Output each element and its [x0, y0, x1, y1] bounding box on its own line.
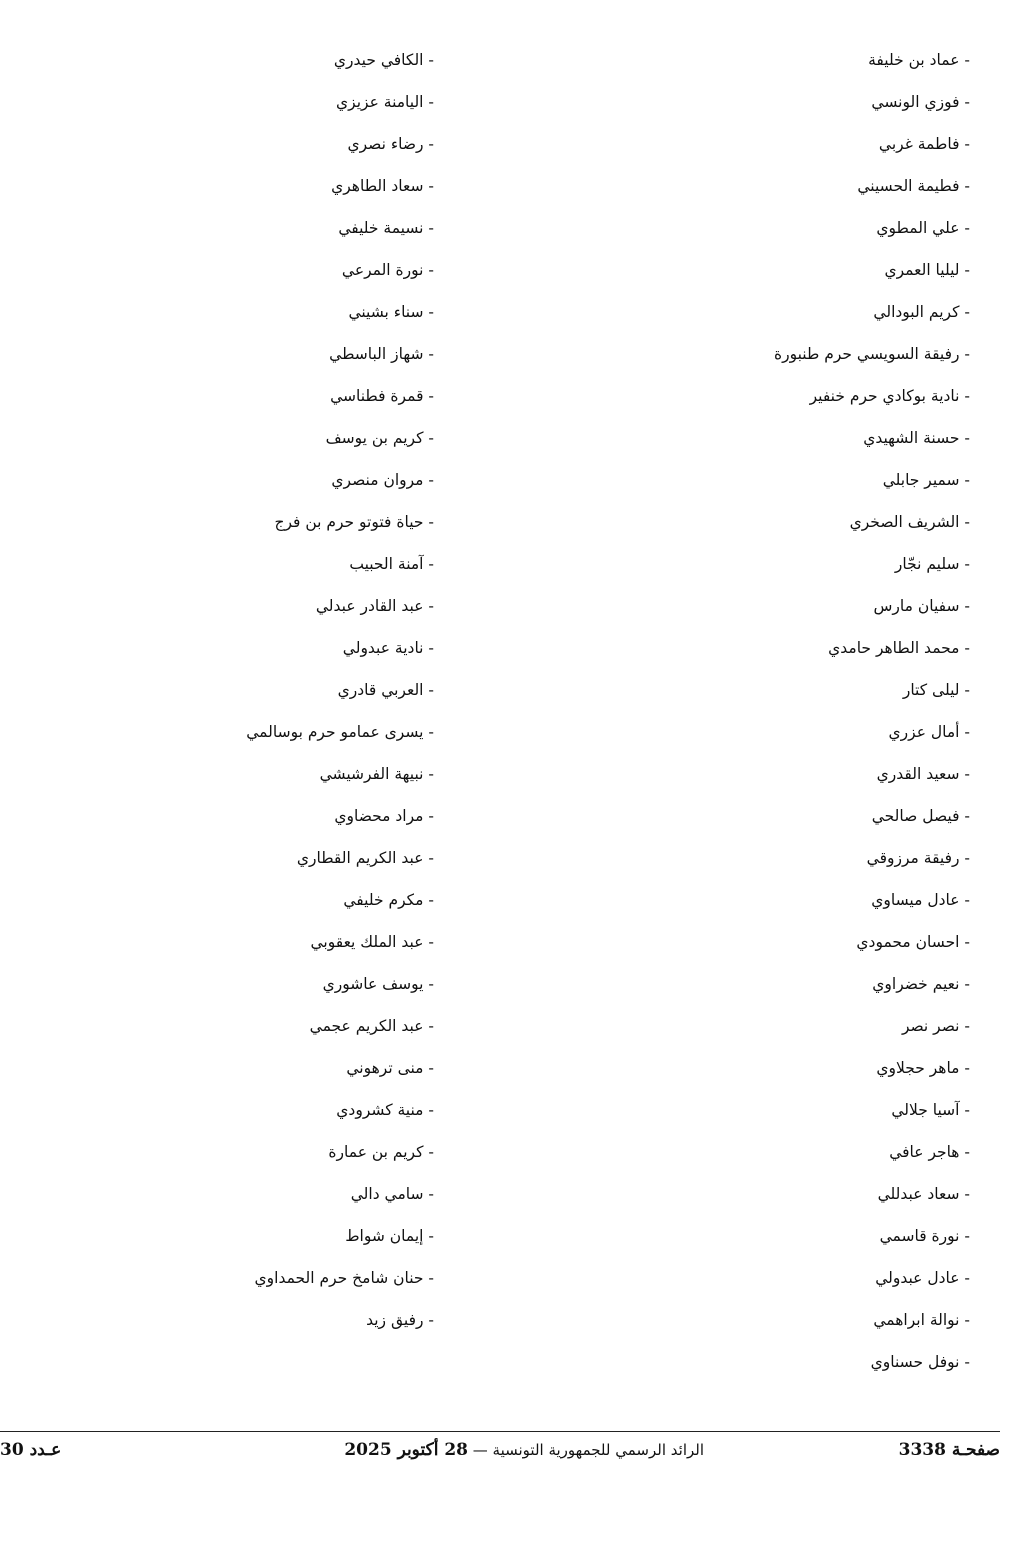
- name-list-item: - سامي دالي: [350, 1185, 434, 1203]
- name-list-item: - عادل عبدولي: [875, 1269, 970, 1287]
- name-list-item: - احسان محمودي: [856, 933, 970, 951]
- name-list-item: - حياة فتوتو حرم بن فرج: [274, 513, 434, 531]
- name-list-item: - كريم بن عمارة: [328, 1143, 434, 1161]
- name-list-item: - آسيا جلالي: [891, 1101, 970, 1119]
- name-list-item: - كريم بن يوسف: [325, 429, 434, 447]
- names-column-left: [34, 44, 434, 1346]
- name-list-item: - فاطمة غربي: [878, 135, 970, 153]
- name-list-item: - عبد الكريم عجمي: [309, 1017, 434, 1035]
- name-list-item: - سناء بشيني: [348, 303, 434, 321]
- name-list-item: - سليم نجّار: [894, 555, 970, 573]
- name-list-item: - عماد بن خليفة: [868, 51, 970, 69]
- name-list-item: - عادل ميساوي: [871, 891, 970, 909]
- name-list-item: - عبد الملك يعقوبي: [310, 933, 434, 951]
- name-list-item: - عبد القادر عبدلي: [315, 597, 434, 615]
- name-list-item: - حنان شامخ حرم الحمداوي: [254, 1269, 434, 1287]
- footer-publication-name: الرائد الرسمي للجمهورية التونسية —: [468, 1441, 704, 1459]
- name-list-item: - نوفل حسناوي: [870, 1353, 970, 1371]
- name-list-item: - مراد محضاوي: [334, 807, 434, 825]
- name-list-item: - قمرة فطناسي: [330, 387, 434, 405]
- name-list-item: - عبد الكريم القطاري: [296, 849, 434, 867]
- name-list-item: - نصر نصر: [901, 1017, 970, 1035]
- name-list-item: - سمير جابلي: [882, 471, 970, 489]
- name-list-item: - آمنة الحبيب: [349, 555, 434, 573]
- names-column-right: [640, 44, 970, 1388]
- name-list-item: - إيمان شواط: [345, 1227, 434, 1245]
- footer-page-number: صفحـة 3338: [898, 1440, 1000, 1460]
- name-list-item: - الكافي حيدري: [333, 51, 434, 69]
- name-list-item: - يوسف عاشوري: [322, 975, 434, 993]
- name-list-item: - رفيقة السويسي حرم طنبورة: [774, 345, 970, 363]
- name-list-item: - شهاز الباسطي: [329, 345, 434, 363]
- name-list-item: - سعاد الطاهري: [331, 177, 434, 195]
- name-list-item: - سعيد القدري: [876, 765, 970, 783]
- name-list-item: - ماهر حجلاوي: [876, 1059, 970, 1077]
- name-list-item: - نعيم خضراوي: [872, 975, 970, 993]
- name-list-item: - رفيق زيد: [366, 1311, 434, 1329]
- name-list-item: - فيصل صالحي: [871, 807, 970, 825]
- name-list-item: - هاجر عافي: [889, 1143, 970, 1161]
- footer-divider: [0, 1431, 1000, 1432]
- name-list-item: - نورة المرعي: [341, 261, 434, 279]
- name-list-item: - نبيهة الفرشيشي: [319, 765, 434, 783]
- name-list-item: - نسيمة خليفي: [338, 219, 434, 237]
- name-list-item: - رضاء نصري: [347, 135, 434, 153]
- name-list-item: - محمد الطاهر حامدي: [828, 639, 970, 657]
- name-list-item: - رفيقة مرزوقي: [866, 849, 970, 867]
- name-list-item: - نوالة ابراهمي: [873, 1311, 970, 1329]
- name-list-item: - ليلى كتار: [902, 681, 970, 699]
- name-list-item: - ليليا العمري: [884, 261, 970, 279]
- name-list-item: - مروان منصري: [331, 471, 434, 489]
- name-list-item: - سعاد عبدللي: [877, 1185, 970, 1203]
- name-list-item: - نادية بوكادي حرم خنفير: [809, 387, 970, 405]
- name-list-item: - منى ترهوني: [346, 1059, 434, 1077]
- footer-date: 28 أكتوبر 2025: [344, 1440, 469, 1460]
- name-list-item: - اليامنة عزيزي: [336, 93, 434, 111]
- name-list-item: - يسرى عمامو حرم بوسالمي: [246, 723, 434, 741]
- name-list-item: - علي المطوي: [876, 219, 970, 237]
- name-list-item: - نادية عبدولي: [342, 639, 434, 657]
- name-list-item: - مكرم خليفي: [343, 891, 434, 909]
- name-list-item: - العربي قادري: [337, 681, 434, 699]
- name-list-item: - منية كشرودي: [336, 1101, 434, 1119]
- name-list-item: - فطيمة الحسيني: [857, 177, 970, 195]
- name-list-item: - سفيان مارس: [873, 597, 970, 615]
- name-list-item: - أمال عزري: [888, 723, 970, 741]
- name-list-item: - الشريف الصخري: [849, 513, 970, 531]
- page-footer: [0, 1440, 1000, 1470]
- name-list-item: - كريم البودالي: [873, 303, 970, 321]
- name-list-item: - حسنة الشهيدي: [863, 429, 970, 447]
- name-list-item: - فوزي الونسي: [871, 93, 970, 111]
- footer-publication: [344, 1440, 704, 1460]
- footer-issue-number: عـدد 30: [0, 1440, 62, 1460]
- name-list-item: - نورة قاسمي: [879, 1227, 970, 1245]
